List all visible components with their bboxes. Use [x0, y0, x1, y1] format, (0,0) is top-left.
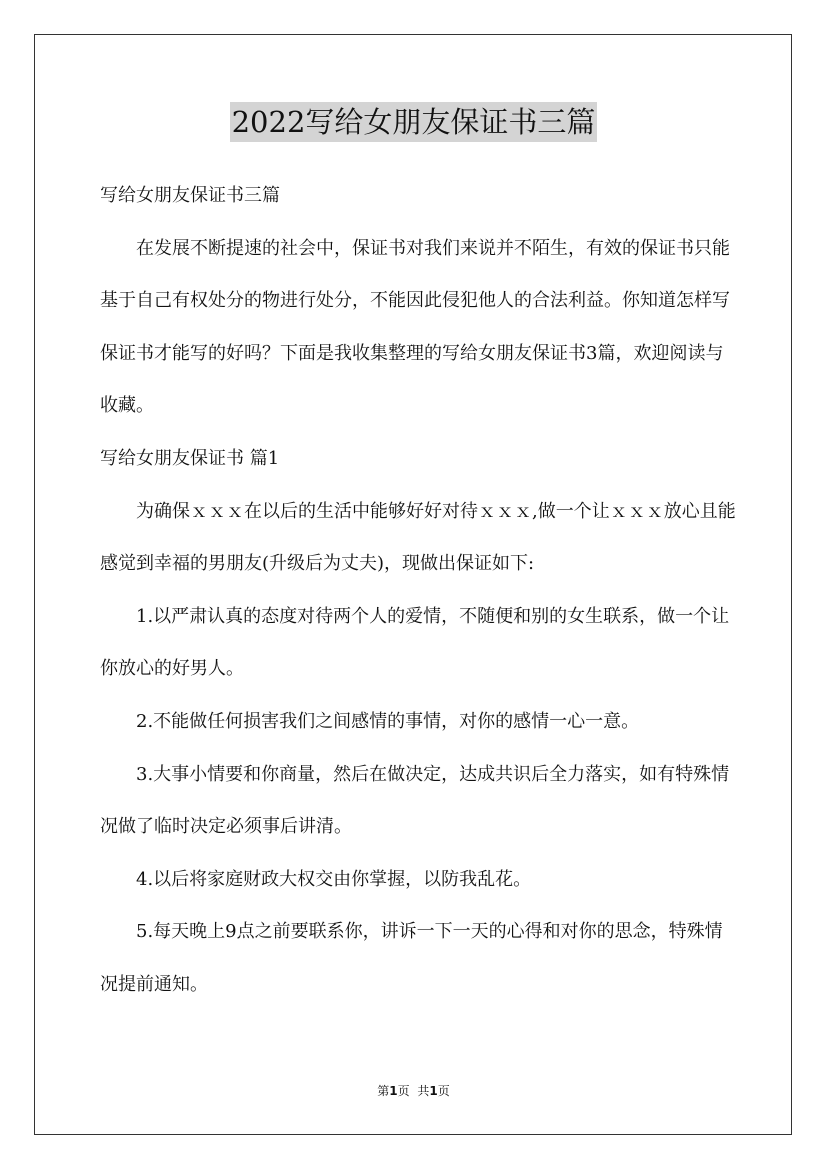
- pledge-item-1: 1.以严肃认真的态度对待两个人的爱情，不随便和别的女生联系，做一个让你放心的好男人。: [100, 605, 730, 680]
- pledge-item-2: 2.不能做任何损害我们之间感情的事情，对你的感情一心一意。: [136, 710, 640, 732]
- page-prefix: 第: [377, 1084, 390, 1098]
- section-heading: 写给女朋友保证书 篇1: [100, 447, 280, 469]
- document-body: [100, 170, 740, 1012]
- section-intro-paragraph: 为确保ｘｘｘ在以后的生活中能够好好对待ｘｘｘ,做一个让ｘｘｘ放心且能感觉到幸福的男朋友(升级后为丈夫)，现做出保证如下:: [100, 500, 736, 575]
- document-subtitle: 写给女朋友保证书三篇: [100, 185, 280, 206]
- title-area: [0, 102, 827, 142]
- total-pages: 1: [429, 1084, 438, 1098]
- page-number: 1: [389, 1084, 398, 1098]
- pledge-item-5: 5.每天晚上9点之前要联系你，讲诉一下一天的心得和对你的思念，特殊情况提前通知。: [100, 921, 723, 995]
- document-title: 2022写给女朋友保证书三篇: [230, 102, 598, 142]
- pledge-item-4: 4.以后将家庭财政大权交由你掌握，以防我乱花。: [136, 868, 532, 890]
- page-suffix: 页: [397, 1084, 410, 1098]
- pledge-item-3: 3.大事小情要和你商量，然后在做决定，达成共识后全力落实，如有特殊情况做了临时决定必须事后讲清。: [100, 763, 730, 838]
- total-suffix: 页: [437, 1084, 450, 1098]
- intro-paragraph: 在发展不断提速的社会中，保证书对我们来说并不陌生，有效的保证书只能基于自己有权处分的物进行处分，不能因此侵犯他人的合法利益。你知道怎样写保证书才能写的好吗？下面是我收集整理的写给女朋友保证书3篇，欢迎阅读与收藏。: [100, 237, 730, 417]
- page-footer: [0, 1082, 827, 1099]
- total-prefix: 共: [417, 1084, 430, 1098]
